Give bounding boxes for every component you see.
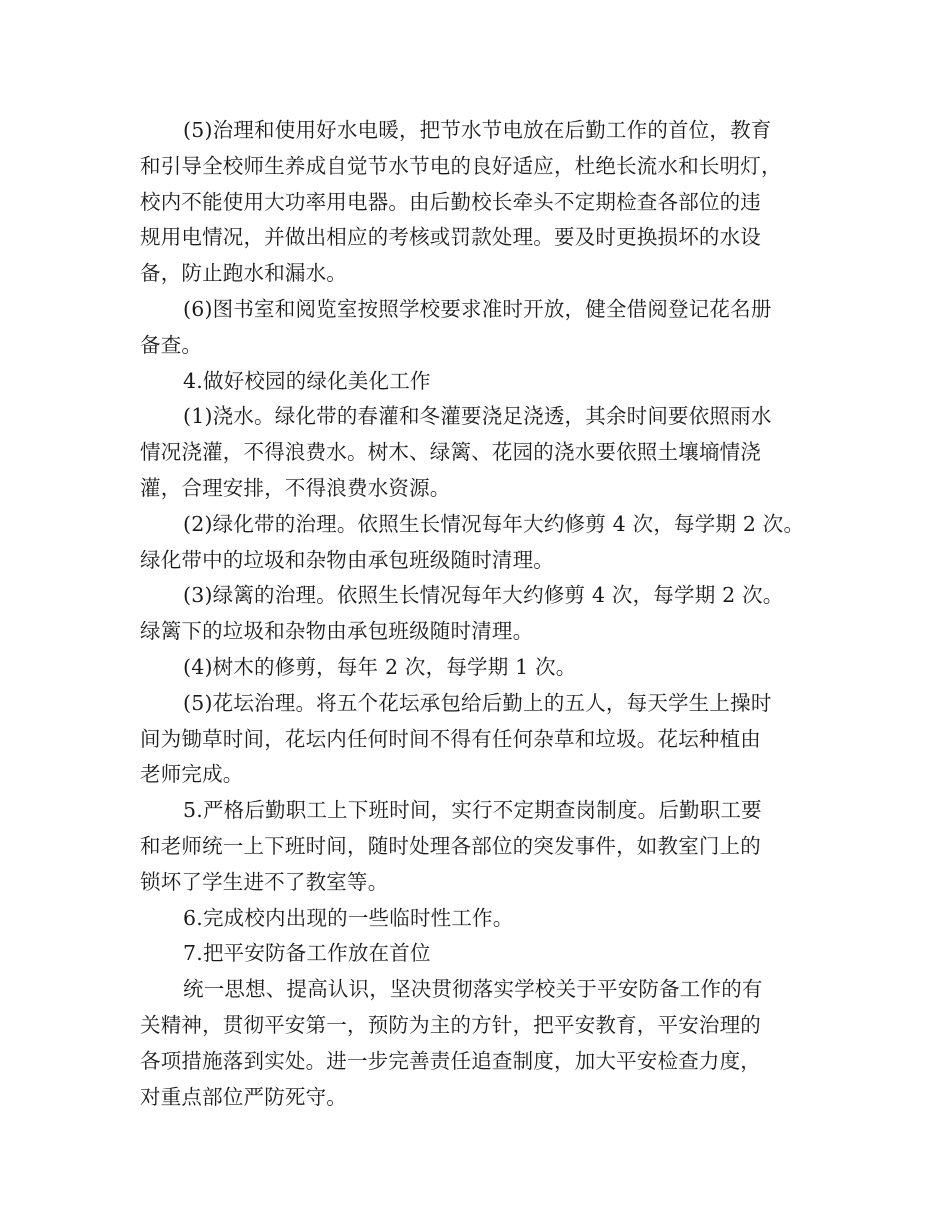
paragraph-line: 灌，合理安排，不得浪费水资源。 bbox=[140, 475, 451, 500]
paragraph-line: 备查。 bbox=[140, 332, 203, 357]
document-page bbox=[140, 113, 830, 1115]
paragraph-line: 校内不能使用大功率用电器。由后勤校长牵头不定期检查各部位的违 bbox=[140, 189, 761, 214]
paragraph-line: 间为锄草时间，花坛内任何时间不得有任何杂草和垃圾。花坛种植由 bbox=[140, 726, 761, 751]
paragraph-line: 绿篱下的垃圾和杂物由承包班级随时清理。 bbox=[140, 619, 534, 644]
paragraph-line: (1)浇水。绿化带的春灌和冬灌要浇足浇透，其余时间要依照雨水 bbox=[183, 404, 772, 429]
paragraph-line: 锁坏了学生进不了教室等。 bbox=[140, 869, 389, 894]
paragraph-line: 备，防止跑水和漏水。 bbox=[140, 261, 347, 286]
paragraph-line: 绿化带中的垃圾和杂物由承包班级随时清理。 bbox=[140, 547, 554, 572]
paragraph-line: 情况浇灌，不得浪费水。树木、绿篱、花园的浇水要依照土壤墒情浇 bbox=[140, 440, 761, 465]
paragraph-line: (3)绿篱的治理。依照生长情况每年大约修剪 4 次，每学期 2 次。 bbox=[183, 583, 784, 608]
paragraph-line: 各项措施落到实处。进一步完善责任追查制度，加大平安检查力度， bbox=[140, 1048, 761, 1073]
paragraph-line: (4)树木的修剪，每年 2 次，每学期 1 次。 bbox=[183, 654, 577, 679]
paragraph-line: (2)绿化带的治理。依照生长情况每年大约修剪 4 次，每学期 2 次。 bbox=[183, 511, 805, 536]
paragraph-line: 和引导全校师生养成自觉节水节电的良好适应，杜绝长流水和长明灯， bbox=[140, 153, 782, 178]
section-heading: 7.把平安防备工作放在首位 bbox=[183, 941, 431, 966]
section-heading: 6.完成校内出现的一些临时性工作。 bbox=[183, 905, 514, 930]
paragraph-line: 老师完成。 bbox=[140, 762, 244, 787]
section-heading: 4.做好校园的绿化美化工作 bbox=[183, 368, 431, 393]
paragraph-line: (5)治理和使用好水电暖，把节水节电放在后勤工作的首位，教育 bbox=[183, 118, 772, 142]
paragraph-line: 关精神，贯彻平安第一，预防为主的方针，把平安教育，平安治理的 bbox=[140, 1012, 761, 1037]
paragraph-line: 统一思想、提高认识，坚决贯彻落实学校关于平安防备工作的有 bbox=[183, 977, 763, 1002]
paragraph-line: (6)图书室和阅览室按照学校要求准时开放，健全借阅登记花名册 bbox=[183, 296, 772, 321]
paragraph-line: 规用电情况，并做出相应的考核或罚款处理。要及时更换损坏的水设 bbox=[140, 225, 761, 250]
section-heading: 5.严格后勤职工上下班时间，实行不定期查岗制度。后勤职工要 bbox=[183, 798, 762, 823]
paragraph-line: 和老师统一上下班时间，随时处理各部位的突发事件，如教室门上的 bbox=[140, 833, 761, 858]
paragraph-line: 对重点部位严防死守。 bbox=[140, 1084, 347, 1109]
paragraph-line: (5)花坛治理。将五个花坛承包给后勤上的五人，每天学生上操时 bbox=[183, 690, 772, 715]
